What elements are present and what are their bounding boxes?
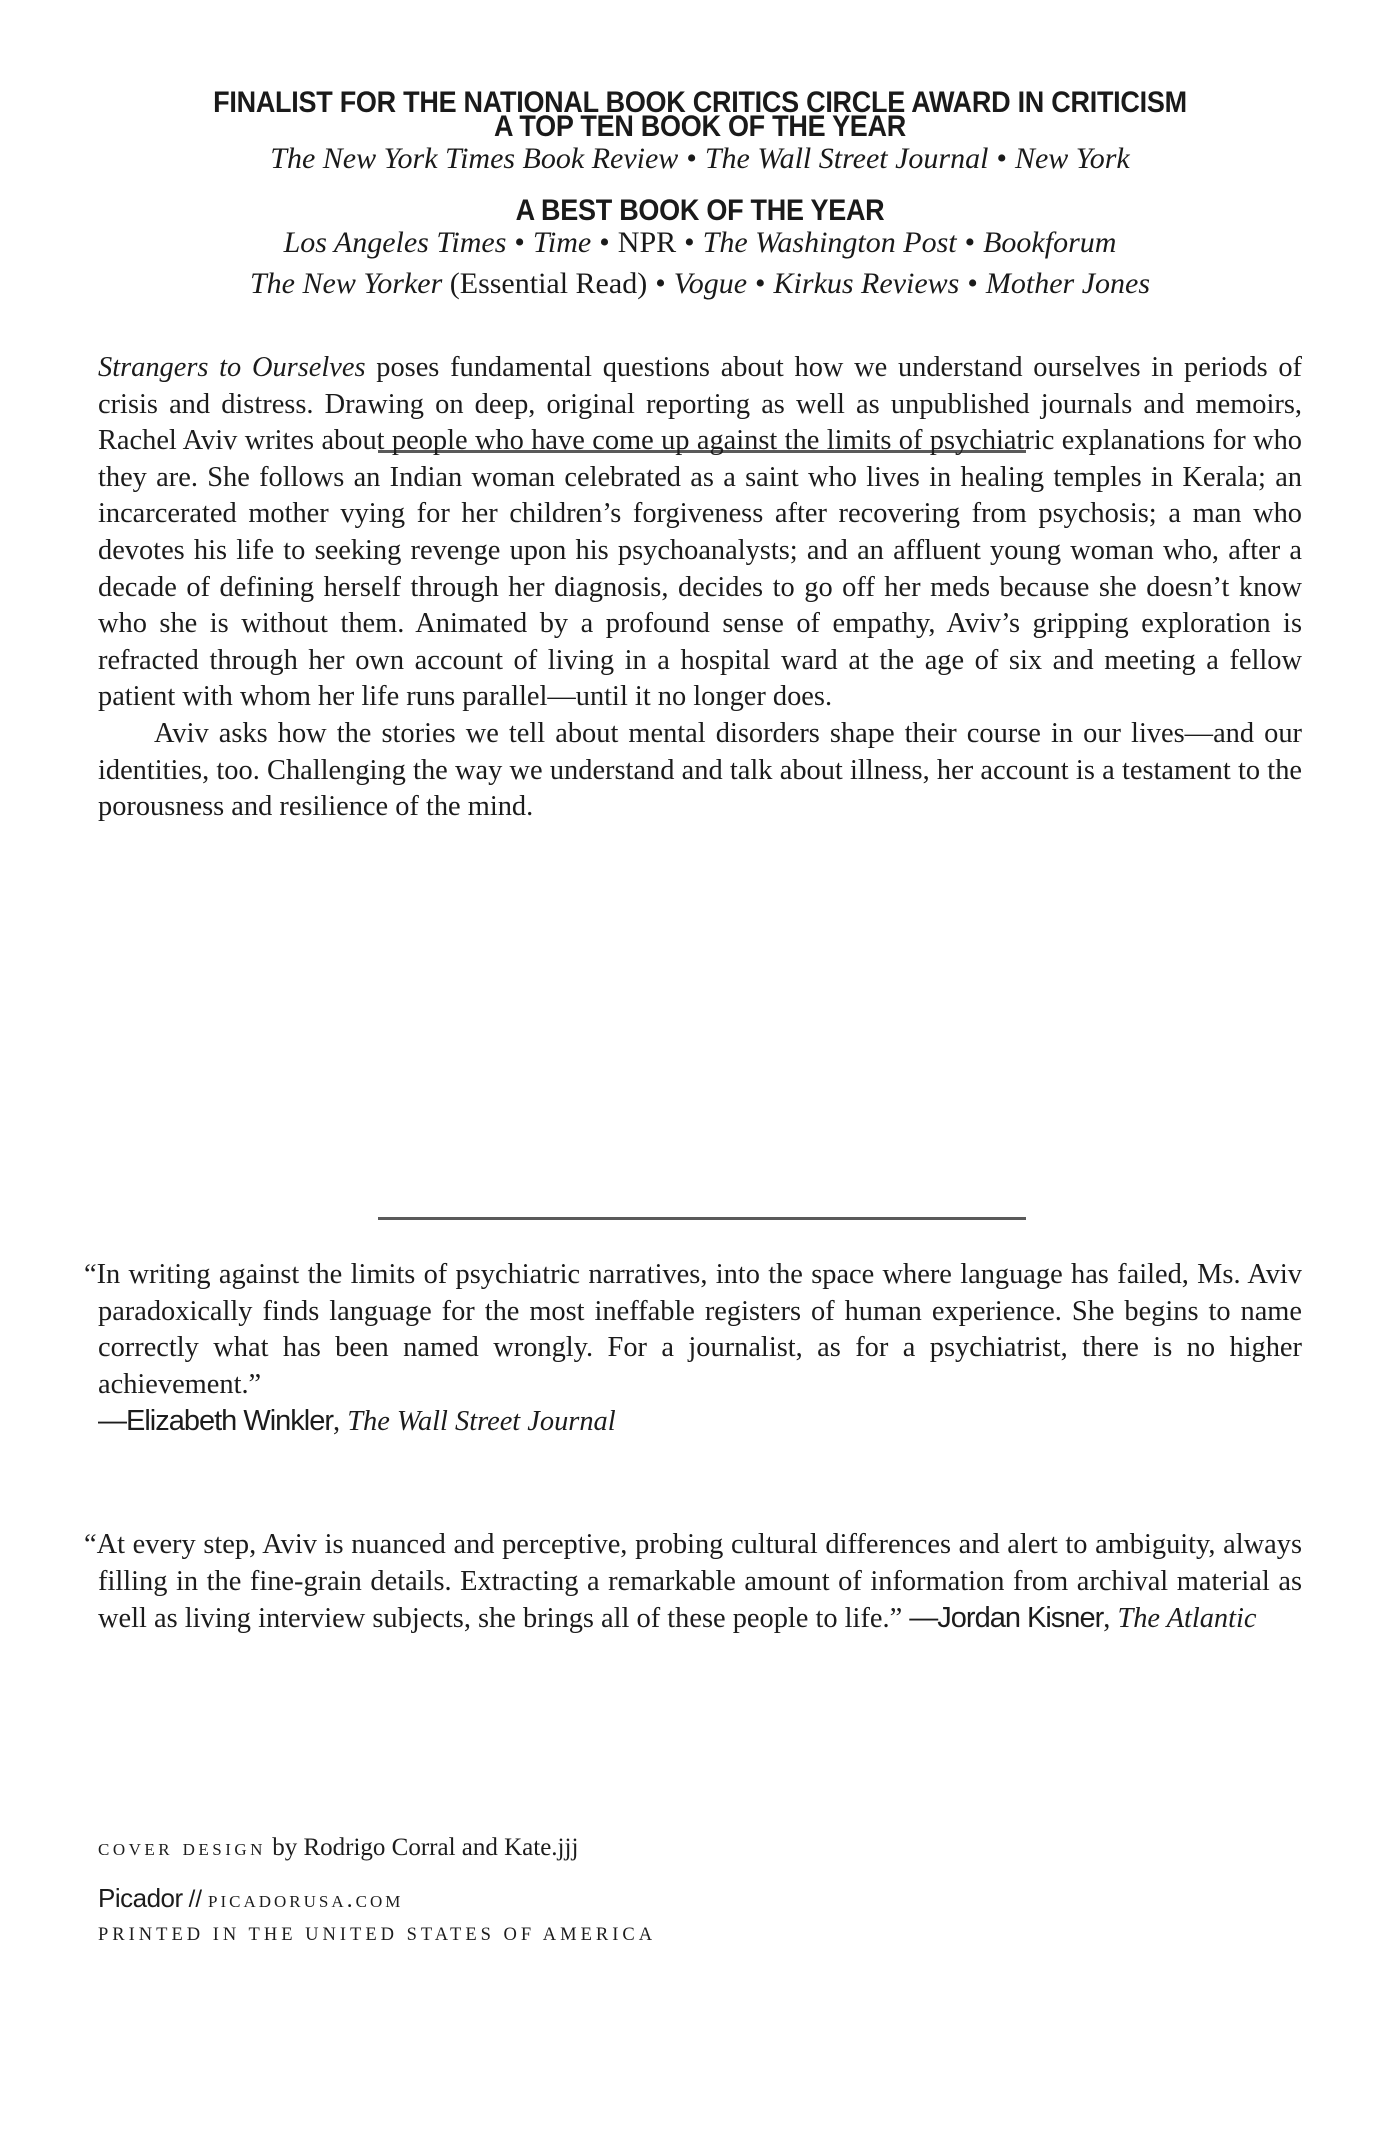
book-description [98,350,1302,826]
top-ten-heading-wrap [0,110,1400,144]
printed-in-line: PRINTED IN THE UNITED STATES OF AMERICA [98,1925,657,1945]
bullet-separator: • [967,267,978,300]
best-book-heading: A BEST BOOK OF THE YEAR [515,194,885,227]
book-title: Strangers to Ourselves [98,352,366,383]
review-quote-2 [84,1527,1302,1638]
review-quote-1-attribution [98,1403,1302,1441]
publication-time: Time [532,226,592,259]
essential-read-note: (Essential Read) [449,267,648,300]
publication-new-york: New York [1014,142,1130,175]
best-book-heading-wrap [0,194,1400,228]
cover-design-label: cover design [98,1835,266,1861]
top-ten-heading: A TOP TEN BOOK OF THE YEAR [493,110,907,143]
publication-bookforum: Bookforum [983,226,1117,259]
finalist-heading: FINALIST FOR THE NATIONAL BOOK CRITICS CIRCLE AWARD IN CRITICISM [213,86,1187,119]
bullet-separator: • [755,267,766,300]
bullet-separator: • [655,267,666,300]
review-quote-1-text: “In writing against the limits of psychiatric narratives, into the space where language has failed, Ms. Aviv paradoxically finds language for the most ineffable registers of human experience. She begins to name correctly what has been named wrongly. For a journalist, as for a psychiatrist, there is no higher achievement.” [84,1259,1302,1400]
publisher-url: picadorusa.com [208,1887,404,1913]
bullet-separator: • [599,226,610,259]
bullet-separator: • [514,226,525,259]
reviewer-name: —Jordan Kisner [909,1602,1104,1635]
review-quote-1 [84,1257,1302,1441]
publication-new-yorker: The New Yorker [250,267,443,300]
review-source: The Atlantic [1117,1603,1257,1635]
publisher-logo: Picador [98,1883,183,1913]
publication-wsj: The Wall Street Journal [704,142,989,175]
attribution-comma: , [1103,1603,1118,1635]
review-quote-2-body: “At every step, Aviv is nuanced and perceptive, probing cultural differences and alert to ambiguity, always filling in the fine-grain details. Extracting a remarkable amount of information from archival material as well as living interview subjects, she brings all of these people to life.” [84,1529,1302,1635]
attribution-comma: , [333,1406,348,1438]
publication-la-times: Los Angeles Times [283,226,507,259]
publisher-slashes: // [188,1886,202,1913]
best-book-publications-line1 [0,226,1400,260]
top-ten-publications [0,142,1400,176]
review-quote-2-text [84,1527,1302,1638]
reviewer-name: —Elizabeth Winkler [98,1405,334,1438]
publisher-line [98,1883,403,1914]
description-paragraph-2: Aviv asks how the stories we tell about mental disorders shape their course in our lives—and our identities, too. Challenging the way we understand and talk about illness, her account is a testament to the porousness and resilience of the mind. [98,717,1302,823]
publication-npr: NPR [617,226,677,259]
publication-mother-jones: Mother Jones [985,267,1150,300]
bullet-separator: • [686,142,697,175]
publication-nytbr: The New York Times Book Review [270,142,679,175]
publication-washington-post: The Washington Post [702,226,957,259]
section-divider-bottom [378,1217,1026,1220]
cover-design-credit-text: by Rodrigo Corral and Kate.jjj [265,1834,579,1861]
review-source: The Wall Street Journal [347,1406,616,1438]
publication-kirkus: Kirkus Reviews [773,267,960,300]
bullet-separator: • [964,226,976,259]
bullet-separator: • [996,142,1007,175]
bullet-separator: • [684,226,695,259]
description-paragraph-1-text: poses fundamental questions about how we understand ourselves in periods of crisis and distress. Drawing on deep, original reporting as well as unpublished journals and memoirs, Rachel Aviv writes about people who have come up against the limits of psychiatric explanations for who they are. She follows an Indian woman celebrated as a saint who lives in healing temples in Kerala; an incarcerated mother vying for her children’s forgiveness after recovering from psychosis; a man who devotes his life to seeking revenge upon his psychoanalysts; and an affluent young woman who, after a decade of defining herself through her diagnosis, decides to go off her meds because she doesn’t know who she is without them. Animated by a profound sense of empathy, Aviv’s gripping exploration is refracted through her own account of living in a hospital ward at the age of six and meeting a fellow patient with whom her life runs parallel—until it no longer does. [98,352,1303,713]
description-paragraph-1 [98,350,1302,716]
publication-vogue: Vogue [673,267,748,300]
best-book-publications-line2 [0,267,1400,301]
cover-design-credit [98,1834,578,1862]
